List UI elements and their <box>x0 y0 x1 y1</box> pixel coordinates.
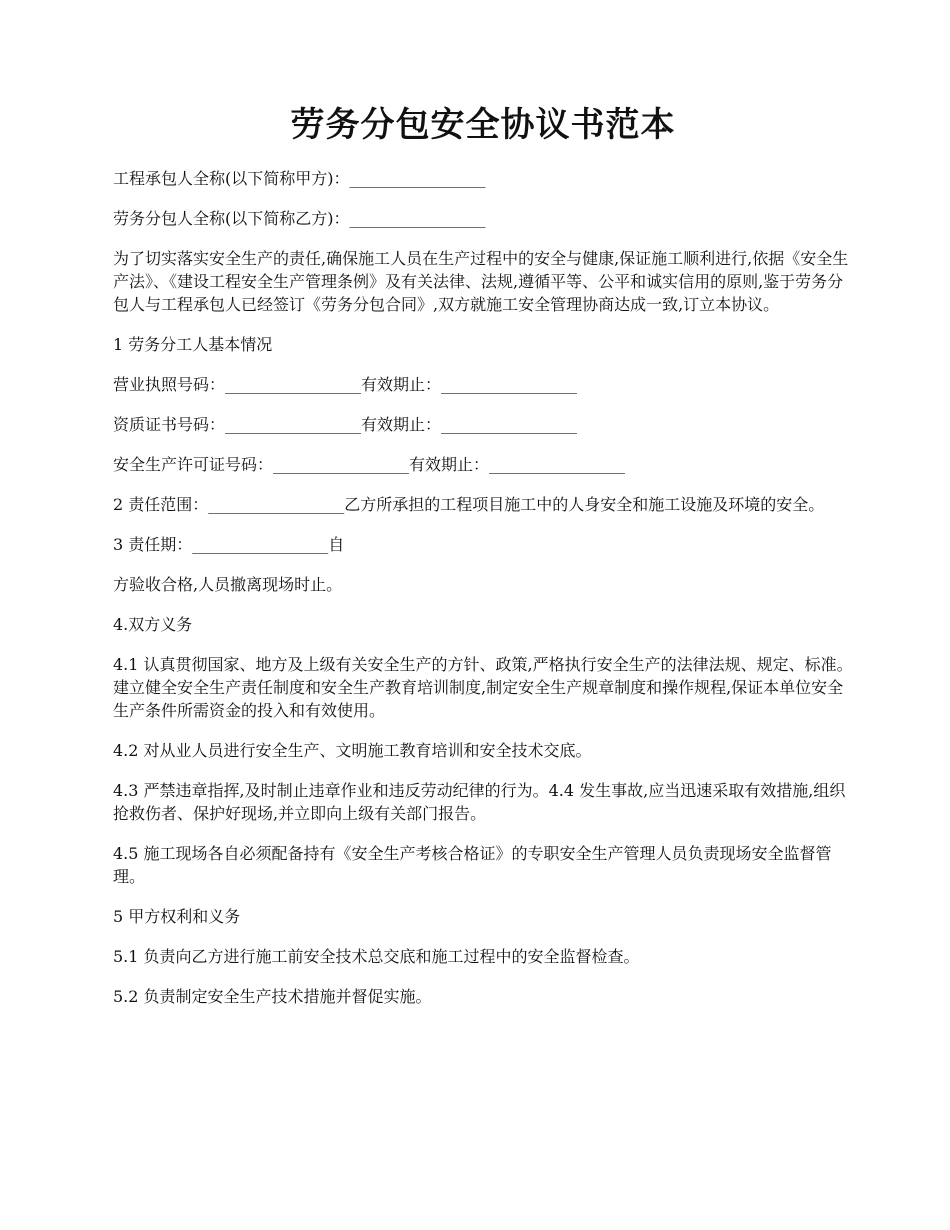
section-4-heading: 4.双方义务 <box>113 615 193 635</box>
preamble-paragraph: 为了切实落实安全生产的责任,确保施工人员在生产过程中的安全与健康,保证施工顺利进行,依据《安全生产法》、《建设工程安全生产管理条例》及有关法律、法规,遵循平等、公平和诚实信用的原则,鉴于劳务分包人与工程承包人已经签订《劳务分包合同》,双方就施工安全管理协商达成一致,订立本协议。 <box>113 249 849 315</box>
document-page <box>113 106 853 1025</box>
section-5-heading: 5 甲方权利和义务 <box>113 907 241 927</box>
qualification-certificate-line: 资质证书号码：_________________有效期止：_________________ <box>113 415 578 435</box>
party-a-name-line: 工程承包人全称(以下简称甲方)：_________________ <box>113 169 486 189</box>
safety-permit-line: 安全生产许可证号码：_________________有效期止：_________________ <box>113 455 626 475</box>
clause-4-1: 4.1 认真贯彻国家、地方及上级有关安全生产的方针、政策,严格执行安全生产的法律法规、规定、标准。建立健全安全生产责任制度和安全生产教育培训制度,制定安全生产规章制度和操作规程,保证本单位安全生产条件所需资金的投入和有效使用。 <box>113 655 853 721</box>
clause-4-3-4-4: 4.3 严禁违章指挥,及时制止违章作业和违反劳动纪律的行为。4.4 发生事故,应当迅速采取有效措施,组织抢救伤者、保护好现场,并立即向上级有关部门报告。 <box>113 781 846 824</box>
responsibility-scope-paragraph: 2 责任范围：_________________乙方所承担的工程项目施工中的人身安全和施工设施及环境的安全。 <box>113 495 825 515</box>
clause-5-2: 5.2 负责制定安全生产技术措施并督促实施。 <box>113 987 432 1007</box>
responsibility-period-line: 3 责任期：_________________自 <box>113 535 345 555</box>
clause-5-1: 5.1 负责向乙方进行施工前安全技术总交底和施工过程中的安全监督检查。 <box>113 947 640 967</box>
business-license-line: 营业执照号码：_________________有效期止：_________________ <box>113 375 578 395</box>
clause-4-2: 4.2 对从业人员进行安全生产、文明施工教育培训和安全技术交底。 <box>113 741 592 761</box>
responsibility-period-end-line: 方验收合格,人员撤离现场时止。 <box>113 575 343 595</box>
party-b-name-line: 劳务分包人全称(以下简称乙方)：_________________ <box>113 209 486 229</box>
document-title: 劳务分包安全协议书范本 <box>290 105 676 145</box>
clause-4-5: 4.5 施工现场各自必须配备持有《安全生产考核合格证》的专职安全生产管理人员负责现场安全监督管理。 <box>113 844 832 887</box>
section-1-heading: 1 劳务分工人基本情况 <box>113 335 273 355</box>
